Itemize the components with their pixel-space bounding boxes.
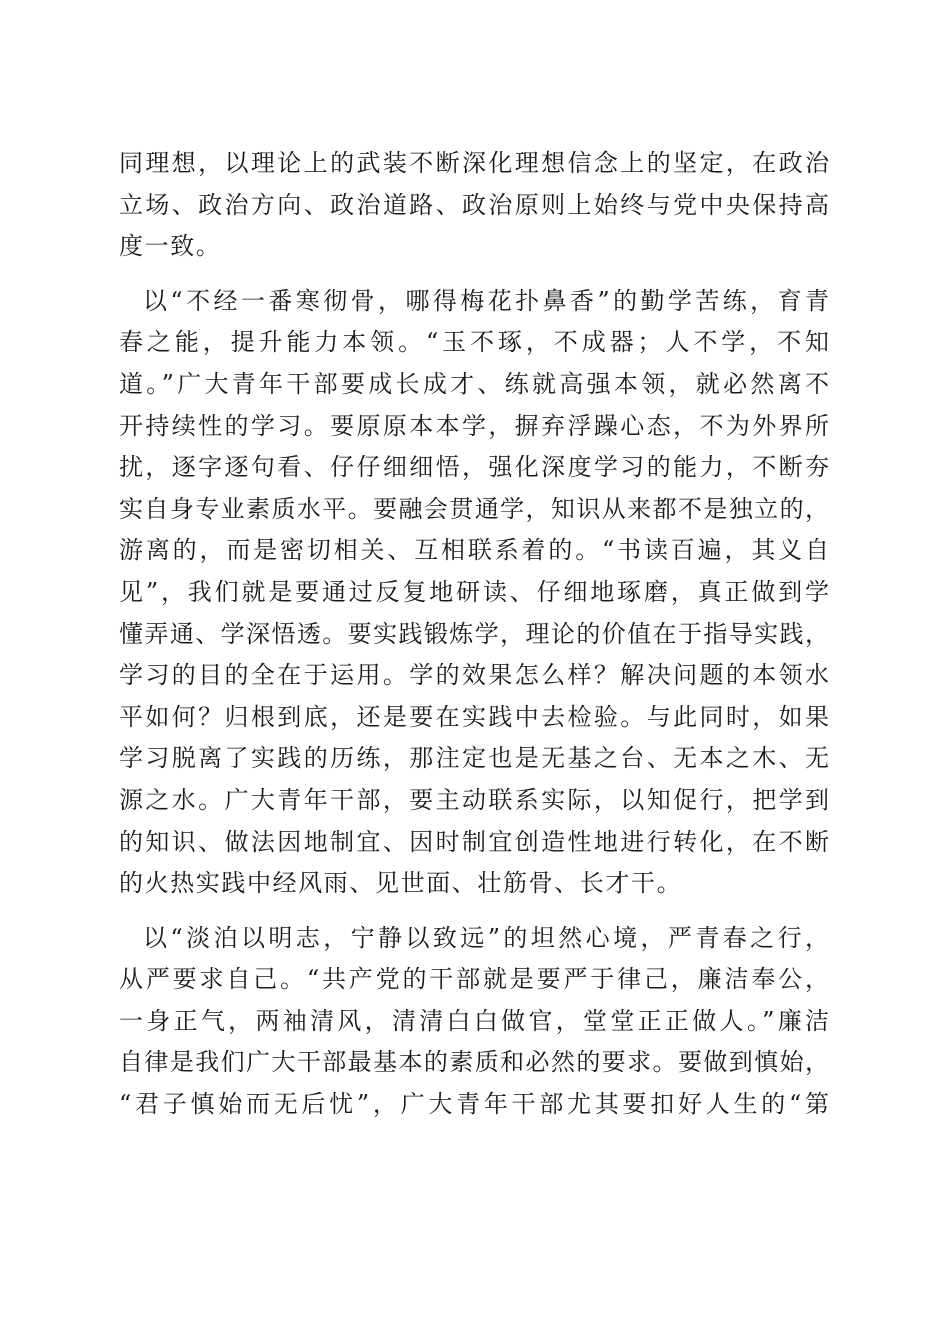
text-line: 学习的目的全在于运用。学的效果怎么样？解决问题的本领水 [119,661,829,690]
document-body [119,143,829,1126]
text-line: 一身正气，两袖清风，清清白白做官，堂堂正正做人。”廉洁 [119,1006,829,1035]
text-line: 游离的，而是密切相关、互相联系着的。“书读百遍，其义自 [119,536,829,565]
text-line: 自律是我们广大干部最基本的素质和必然的要求。要做到慎始， [119,1048,829,1077]
text-line: 春之能，提升能力本领。“玉不琢，不成器；人不学，不知 [119,328,829,357]
text-line: 度一致。 [119,232,222,261]
text-line: 开持续性的学习。要原原本本学，摒弃浮躁心态，不为外界所 [119,411,829,440]
paragraph-3 [119,918,829,1126]
paragraph-1 [119,143,829,268]
text-line: 平如何？归根到底，还是要在实践中去检验。与此同时，如果 [119,702,829,731]
text-line: 以“不经一番寒彻骨，哪得梅花扑鼻香”的勤学苦练，育青 [143,286,829,315]
text-line: 同理想，以理论上的武装不断深化理想信念上的坚定，在政治 [119,149,829,177]
text-line: 源之水。广大青年干部，要主动联系实际，以知促行，把学到 [119,785,829,814]
text-line: 扰，逐字逐句看、仔仔细细悟，强化深度学习的能力，不断夯 [119,453,829,482]
text-line: 实自身专业素质水平。要融会贯通学，知识从来都不是独立的， [119,494,829,523]
text-line: 从严要求自己。“共产党的干部就是要严于律己，廉洁奉公， [119,965,829,994]
text-line: “君子慎始而无后忧”，广大青年干部尤其要扣好人生的“第 [119,1090,829,1119]
text-line: 见”，我们就是要通过反复地研读、仔细地琢磨，真正做到学 [119,577,829,606]
text-line: 的火热实践中经风雨、见世面、壮筋骨、长才干。 [119,869,683,898]
text-line: 的知识、做法因地制宜、因时制宜创造性地进行转化，在不断 [119,827,829,856]
text-line: 道。”广大青年干部要成长成才、练就高强本领，就必然离不 [119,369,829,398]
paragraph-2 [119,281,829,905]
text-line: 学习脱离了实践的历练，那注定也是无基之台、无本之木、无 [119,744,829,773]
text-line: 立场、政治方向、政治道路、政治原则上始终与党中央保持高 [119,190,829,219]
text-line: 懂弄通、学深悟透。要实践锻炼学，理论的价值在于指导实践， [119,619,829,648]
text-line: 以“淡泊以明志，宁静以致远”的坦然心境，严青春之行， [143,923,829,952]
